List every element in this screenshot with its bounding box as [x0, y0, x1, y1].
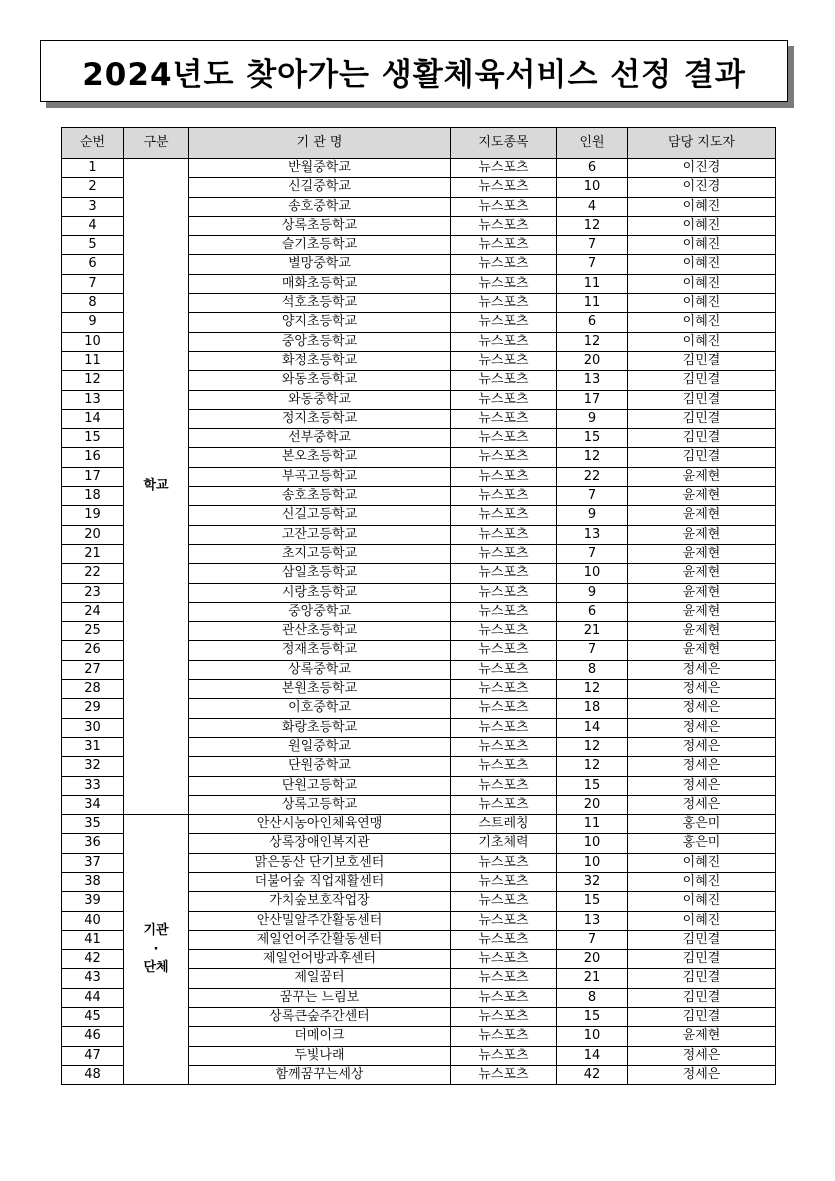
row-institution: 고잔고등학교 — [189, 525, 451, 544]
row-institution: 더불어숲 직업재활센터 — [189, 872, 451, 891]
row-institution: 와동초등학교 — [189, 371, 451, 390]
row-leader: 이혜진 — [628, 892, 776, 911]
row-count: 21 — [557, 622, 628, 641]
row-no: 26 — [62, 641, 124, 660]
row-leader: 정세은 — [628, 1046, 776, 1065]
row-count: 12 — [557, 448, 628, 467]
row-institution: 슬기초등학교 — [189, 236, 451, 255]
row-leader: 김민결 — [628, 448, 776, 467]
row-count: 12 — [557, 216, 628, 235]
row-no: 41 — [62, 930, 124, 949]
row-no: 20 — [62, 525, 124, 544]
row-count: 14 — [557, 718, 628, 737]
row-count: 6 — [557, 159, 628, 178]
row-count: 13 — [557, 371, 628, 390]
row-no: 42 — [62, 950, 124, 969]
row-sport: 뉴스포츠 — [451, 699, 557, 718]
row-institution: 초지고등학교 — [189, 544, 451, 563]
row-no: 2 — [62, 178, 124, 197]
row-sport: 뉴스포츠 — [451, 216, 557, 235]
row-count: 10 — [557, 1027, 628, 1046]
row-sport: 뉴스포츠 — [451, 1008, 557, 1027]
row-leader: 윤제현 — [628, 622, 776, 641]
row-leader: 이진경 — [628, 159, 776, 178]
row-count: 13 — [557, 525, 628, 544]
row-no: 25 — [62, 622, 124, 641]
row-institution: 삼일초등학교 — [189, 564, 451, 583]
row-institution: 신길중학교 — [189, 178, 451, 197]
row-no: 17 — [62, 467, 124, 486]
row-count: 15 — [557, 429, 628, 448]
row-leader: 이혜진 — [628, 313, 776, 332]
row-sport: 뉴스포츠 — [451, 332, 557, 351]
row-count: 7 — [557, 255, 628, 274]
category-organization-line-3: 단체 — [143, 959, 169, 975]
row-institution: 반월중학교 — [189, 159, 451, 178]
row-count: 12 — [557, 680, 628, 699]
row-institution: 함께꿈꾸는세상 — [189, 1065, 451, 1084]
row-sport: 뉴스포츠 — [451, 564, 557, 583]
row-count: 20 — [557, 950, 628, 969]
row-no: 1 — [62, 159, 124, 178]
row-no: 24 — [62, 602, 124, 621]
row-institution: 상록초등학교 — [189, 216, 451, 235]
category-organization-line-1: 기관 — [143, 923, 169, 939]
row-institution: 본오초등학교 — [189, 448, 451, 467]
row-institution: 원일중학교 — [189, 737, 451, 756]
row-no: 10 — [62, 332, 124, 351]
row-no: 32 — [62, 757, 124, 776]
row-leader: 정세은 — [628, 680, 776, 699]
row-sport: 뉴스포츠 — [451, 159, 557, 178]
row-count: 13 — [557, 911, 628, 930]
row-no: 30 — [62, 718, 124, 737]
row-no: 8 — [62, 294, 124, 313]
row-leader: 윤제현 — [628, 583, 776, 602]
row-leader: 이혜진 — [628, 255, 776, 274]
row-leader: 김민결 — [628, 351, 776, 370]
row-no: 35 — [62, 815, 124, 834]
row-institution: 더메이크 — [189, 1027, 451, 1046]
row-leader: 김민결 — [628, 390, 776, 409]
row-no: 21 — [62, 544, 124, 563]
row-institution: 송호초등학교 — [189, 487, 451, 506]
row-no: 22 — [62, 564, 124, 583]
row-sport: 뉴스포츠 — [451, 737, 557, 756]
row-count: 11 — [557, 294, 628, 313]
row-institution: 중앙중학교 — [189, 602, 451, 621]
row-sport: 뉴스포츠 — [451, 853, 557, 872]
row-institution: 시랑초등학교 — [189, 583, 451, 602]
category-organization-line-2: · — [153, 941, 159, 957]
row-count: 6 — [557, 313, 628, 332]
row-count: 20 — [557, 795, 628, 814]
row-leader: 정세은 — [628, 757, 776, 776]
row-no: 44 — [62, 988, 124, 1007]
row-sport: 뉴스포츠 — [451, 371, 557, 390]
row-no: 48 — [62, 1065, 124, 1084]
row-sport: 뉴스포츠 — [451, 525, 557, 544]
row-count: 32 — [557, 872, 628, 891]
row-sport: 뉴스포츠 — [451, 236, 557, 255]
row-institution: 두빛나래 — [189, 1046, 451, 1065]
row-leader: 이혜진 — [628, 911, 776, 930]
row-no: 31 — [62, 737, 124, 756]
row-sport: 뉴스포츠 — [451, 294, 557, 313]
row-leader: 정세은 — [628, 776, 776, 795]
row-sport: 뉴스포츠 — [451, 544, 557, 563]
row-count: 6 — [557, 602, 628, 621]
row-leader: 윤제현 — [628, 467, 776, 486]
row-institution: 별망중학교 — [189, 255, 451, 274]
row-leader: 김민결 — [628, 371, 776, 390]
row-leader: 이혜진 — [628, 294, 776, 313]
row-leader: 정세은 — [628, 660, 776, 679]
page-title: 2024년도 찾아가는 생활체육서비스 선정 결과 — [82, 56, 746, 93]
row-leader: 김민결 — [628, 950, 776, 969]
row-institution: 단원고등학교 — [189, 776, 451, 795]
row-leader: 윤제현 — [628, 564, 776, 583]
row-sport: 뉴스포츠 — [451, 660, 557, 679]
row-sport: 뉴스포츠 — [451, 390, 557, 409]
row-sport: 뉴스포츠 — [451, 757, 557, 776]
row-sport: 뉴스포츠 — [451, 776, 557, 795]
row-sport: 뉴스포츠 — [451, 950, 557, 969]
row-sport: 뉴스포츠 — [451, 718, 557, 737]
row-institution: 정재초등학교 — [189, 641, 451, 660]
row-leader: 이혜진 — [628, 197, 776, 216]
row-institution: 본원초등학교 — [189, 680, 451, 699]
header-category: 구분 — [124, 128, 189, 159]
row-sport: 뉴스포츠 — [451, 487, 557, 506]
row-leader: 윤제현 — [628, 487, 776, 506]
row-no: 34 — [62, 795, 124, 814]
row-count: 7 — [557, 641, 628, 660]
row-leader: 윤제현 — [628, 1027, 776, 1046]
row-sport: 스트레칭 — [451, 815, 557, 834]
row-institution: 제일꿈터 — [189, 969, 451, 988]
row-leader: 윤제현 — [628, 506, 776, 525]
row-leader: 윤제현 — [628, 641, 776, 660]
row-sport: 뉴스포츠 — [451, 795, 557, 814]
row-count: 7 — [557, 544, 628, 563]
row-leader: 홍은미 — [628, 815, 776, 834]
row-no: 38 — [62, 872, 124, 891]
row-no: 47 — [62, 1046, 124, 1065]
row-institution: 와동중학교 — [189, 390, 451, 409]
category-school: 학교 — [124, 159, 189, 815]
row-no: 7 — [62, 274, 124, 293]
row-institution: 부곡고등학교 — [189, 467, 451, 486]
row-count: 10 — [557, 853, 628, 872]
row-sport: 뉴스포츠 — [451, 930, 557, 949]
row-count: 9 — [557, 409, 628, 428]
row-leader: 이혜진 — [628, 216, 776, 235]
row-count: 15 — [557, 1008, 628, 1027]
row-leader: 이혜진 — [628, 236, 776, 255]
row-no: 18 — [62, 487, 124, 506]
row-leader: 윤제현 — [628, 544, 776, 563]
table-row — [62, 815, 776, 834]
row-count: 9 — [557, 506, 628, 525]
row-sport: 뉴스포츠 — [451, 197, 557, 216]
row-no: 23 — [62, 583, 124, 602]
row-count: 22 — [557, 467, 628, 486]
row-institution: 상록고등학교 — [189, 795, 451, 814]
row-count: 21 — [557, 969, 628, 988]
row-leader: 이혜진 — [628, 853, 776, 872]
row-institution: 중앙초등학교 — [189, 332, 451, 351]
row-no: 40 — [62, 911, 124, 930]
row-leader: 홍은미 — [628, 834, 776, 853]
row-sport: 뉴스포츠 — [451, 892, 557, 911]
row-institution: 꿈꾸는 느림보 — [189, 988, 451, 1007]
row-no: 39 — [62, 892, 124, 911]
row-count: 10 — [557, 834, 628, 853]
row-institution: 상록장애인복지관 — [189, 834, 451, 853]
header-row — [62, 128, 776, 159]
header-institution: 기 관 명 — [189, 128, 451, 159]
row-sport: 뉴스포츠 — [451, 313, 557, 332]
header-sport: 지도종목 — [451, 128, 557, 159]
row-sport: 뉴스포츠 — [451, 1065, 557, 1084]
row-count: 42 — [557, 1065, 628, 1084]
row-no: 4 — [62, 216, 124, 235]
row-no: 33 — [62, 776, 124, 795]
row-sport: 뉴스포츠 — [451, 506, 557, 525]
row-count: 12 — [557, 737, 628, 756]
header-no: 순번 — [62, 128, 124, 159]
row-sport: 뉴스포츠 — [451, 872, 557, 891]
row-sport: 뉴스포츠 — [451, 274, 557, 293]
row-no: 29 — [62, 699, 124, 718]
row-institution: 화정초등학교 — [189, 351, 451, 370]
row-count: 11 — [557, 815, 628, 834]
header-count: 인원 — [557, 128, 628, 159]
title-box — [40, 40, 788, 102]
row-no: 43 — [62, 969, 124, 988]
row-no: 15 — [62, 429, 124, 448]
row-leader: 윤제현 — [628, 525, 776, 544]
row-no: 9 — [62, 313, 124, 332]
row-institution: 매화초등학교 — [189, 274, 451, 293]
row-count: 7 — [557, 930, 628, 949]
row-no: 6 — [62, 255, 124, 274]
row-count: 8 — [557, 660, 628, 679]
category-organization — [124, 815, 189, 1085]
table-row — [62, 159, 776, 178]
row-no: 27 — [62, 660, 124, 679]
row-count: 7 — [557, 487, 628, 506]
row-leader: 김민결 — [628, 1008, 776, 1027]
row-institution: 신길고등학교 — [189, 506, 451, 525]
row-institution: 맑은동산 단기보호센터 — [189, 853, 451, 872]
row-institution: 화랑초등학교 — [189, 718, 451, 737]
row-count: 12 — [557, 332, 628, 351]
row-institution: 안산밀알주간활동센터 — [189, 911, 451, 930]
row-leader: 정세은 — [628, 1065, 776, 1084]
row-institution: 안산시농아인체육연맹 — [189, 815, 451, 834]
row-leader: 정세은 — [628, 699, 776, 718]
row-leader: 정세은 — [628, 795, 776, 814]
row-count: 9 — [557, 583, 628, 602]
table-header — [62, 128, 776, 159]
row-count: 15 — [557, 776, 628, 795]
row-no: 14 — [62, 409, 124, 428]
row-leader: 김민결 — [628, 409, 776, 428]
row-sport: 뉴스포츠 — [451, 429, 557, 448]
row-sport: 뉴스포츠 — [451, 255, 557, 274]
row-sport: 뉴스포츠 — [451, 351, 557, 370]
row-count: 11 — [557, 274, 628, 293]
row-no: 3 — [62, 197, 124, 216]
row-sport: 뉴스포츠 — [451, 911, 557, 930]
row-no: 5 — [62, 236, 124, 255]
row-institution: 제일언어방과후센터 — [189, 950, 451, 969]
row-count: 12 — [557, 757, 628, 776]
row-sport: 뉴스포츠 — [451, 1046, 557, 1065]
row-sport: 뉴스포츠 — [451, 1027, 557, 1046]
row-count: 20 — [557, 351, 628, 370]
row-institution: 석호초등학교 — [189, 294, 451, 313]
row-institution: 관산초등학교 — [189, 622, 451, 641]
row-no: 11 — [62, 351, 124, 370]
row-leader: 이진경 — [628, 178, 776, 197]
row-leader: 김민결 — [628, 930, 776, 949]
row-institution: 가치숲보호작업장 — [189, 892, 451, 911]
row-sport: 뉴스포츠 — [451, 622, 557, 641]
row-sport: 뉴스포츠 — [451, 969, 557, 988]
row-no: 13 — [62, 390, 124, 409]
row-leader: 정세은 — [628, 737, 776, 756]
row-count: 15 — [557, 892, 628, 911]
row-leader: 김민결 — [628, 988, 776, 1007]
row-institution: 상록큰숲주간센터 — [189, 1008, 451, 1027]
row-leader: 이혜진 — [628, 332, 776, 351]
row-institution: 정지초등학교 — [189, 409, 451, 428]
row-count: 17 — [557, 390, 628, 409]
row-no: 28 — [62, 680, 124, 699]
row-count: 10 — [557, 564, 628, 583]
row-count: 10 — [557, 178, 628, 197]
row-sport: 기초체력 — [451, 834, 557, 853]
row-no: 16 — [62, 448, 124, 467]
row-leader: 김민결 — [628, 429, 776, 448]
row-no: 19 — [62, 506, 124, 525]
row-count: 14 — [557, 1046, 628, 1065]
row-sport: 뉴스포츠 — [451, 448, 557, 467]
row-institution: 송호중학교 — [189, 197, 451, 216]
row-no: 45 — [62, 1008, 124, 1027]
row-leader: 이혜진 — [628, 274, 776, 293]
row-count: 7 — [557, 236, 628, 255]
row-leader: 이혜진 — [628, 872, 776, 891]
row-no: 46 — [62, 1027, 124, 1046]
row-sport: 뉴스포츠 — [451, 988, 557, 1007]
row-institution: 양지초등학교 — [189, 313, 451, 332]
row-sport: 뉴스포츠 — [451, 409, 557, 428]
row-no: 37 — [62, 853, 124, 872]
row-count: 8 — [557, 988, 628, 1007]
row-no: 12 — [62, 371, 124, 390]
results-table — [61, 127, 776, 1085]
row-sport: 뉴스포츠 — [451, 583, 557, 602]
row-institution: 단원중학교 — [189, 757, 451, 776]
row-sport: 뉴스포츠 — [451, 641, 557, 660]
table-body — [62, 159, 776, 1085]
row-leader: 김민결 — [628, 969, 776, 988]
row-leader: 윤제현 — [628, 602, 776, 621]
row-institution: 제일언어주간활동센터 — [189, 930, 451, 949]
row-institution: 상록중학교 — [189, 660, 451, 679]
row-sport: 뉴스포츠 — [451, 178, 557, 197]
row-institution: 선부중학교 — [189, 429, 451, 448]
row-sport: 뉴스포츠 — [451, 467, 557, 486]
header-leader: 담당 지도자 — [628, 128, 776, 159]
row-count: 4 — [557, 197, 628, 216]
row-no: 36 — [62, 834, 124, 853]
row-leader: 정세은 — [628, 718, 776, 737]
row-institution: 이호중학교 — [189, 699, 451, 718]
row-sport: 뉴스포츠 — [451, 602, 557, 621]
row-sport: 뉴스포츠 — [451, 680, 557, 699]
row-count: 18 — [557, 699, 628, 718]
